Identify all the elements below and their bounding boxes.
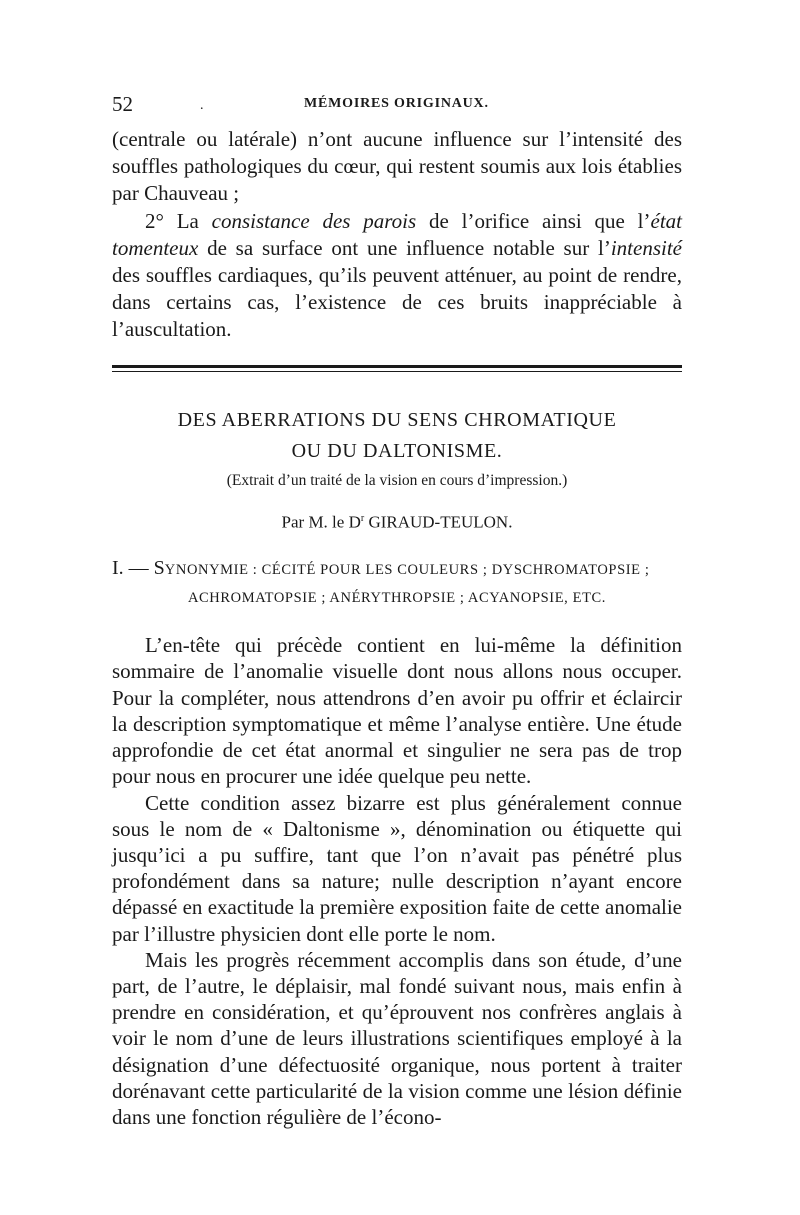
article-title-line-1: DES ABERRATIONS DU SENS CHROMATIQUE — [177, 408, 617, 431]
article-title-line-2: OU DU DALTONISME. — [291, 439, 503, 462]
body-paragraph: Mais les progrès récemment accomplis dans son étude, d’une part, de l’autre, le déplaisir, mal fondé suivant nous, mais enfin à prendre en considération, et qu’éprouvent nos confrères anglais à voir le nom d’une de leurs illustrations scientifiques employé à la désignation d’une défectuosité organique, nous portent à traiter dorénavant cette particularité de la vision comme une lésion définie dans une fonction régulière de l’écono- — [112, 947, 682, 1129]
journal-title: MÉMOIRES ORIGINAUX. — [304, 96, 489, 111]
running-head — [112, 92, 682, 122]
extract-note: (Extrait d’un traité de la vision en cours d’impression.) — [226, 471, 568, 489]
section-heading-line-2: ACHROMATOPSIE ; ANÉRYTHROPSIE ; ACYANOPSIE, ETC. — [187, 590, 607, 607]
section-divider — [112, 365, 682, 372]
divider-thick-rule — [112, 365, 682, 368]
article-title — [112, 405, 682, 467]
section-heading — [112, 554, 682, 612]
stray-dot: . — [200, 98, 204, 113]
body-paragraph: Cette condition assez bizarre est plus généralement connue sous le nom de « Daltonisme », dénomination ou étiquette qui jusqu’ici a pu suffire, tant que l’on n’avait pas pénétré plus profondément dans sa nature; nulle description n’ayant encore dépassé en exactitude la première exposition faite de cette anomalie par l’illustre physicien dont elle porte le nom. — [112, 790, 682, 946]
page-number: 52 — [112, 92, 133, 116]
author-line: Par M. le $D^r$ GIRAUD-TEULON. — [281, 512, 513, 532]
body-paragraph: L’en-tête qui précède contient en lui-même la définition sommaire de l’anomalie visuelle dont nous allons nous occuper. Pour la compléter, nous attendrons d’en avoir pu offrir et éclaircir la description symptomatique et même l’analyse entière. Une étude approfondie de cet état anormal et singulier ne sera pas de trop pour nous en procurer une idée quelque peu nette. — [112, 633, 682, 789]
section-number: I. — — [112, 557, 154, 580]
book-page — [112, 92, 682, 1130]
divider-thin-rule — [112, 371, 682, 372]
section-heading-line-1: YNONYMIE : CÉCITÉ POUR LES COULEURS ; DYSCHROMATOPSIE ; — [164, 562, 650, 579]
previous-article-paragraph: (centrale ou latérale) n’ont aucune influence sur l’intensité des souffles pathologiques du cœur, qui restent soumis aux lois établies par Chauveau ; — [112, 127, 682, 206]
article-body — [112, 632, 682, 1130]
conclusion-paragraph: 2° La consistance des parois de l’orifice ainsi que l’état tomenteux de sa surface ont une influence notable sur l’intensité des souffles cardiaques, qu’ils peuvent atténuer, au point de rendre, dans certains cas, l’existence de ces bruits inappréciable à l’auscultation. — [112, 208, 682, 342]
section-initial: S — [153, 557, 165, 580]
